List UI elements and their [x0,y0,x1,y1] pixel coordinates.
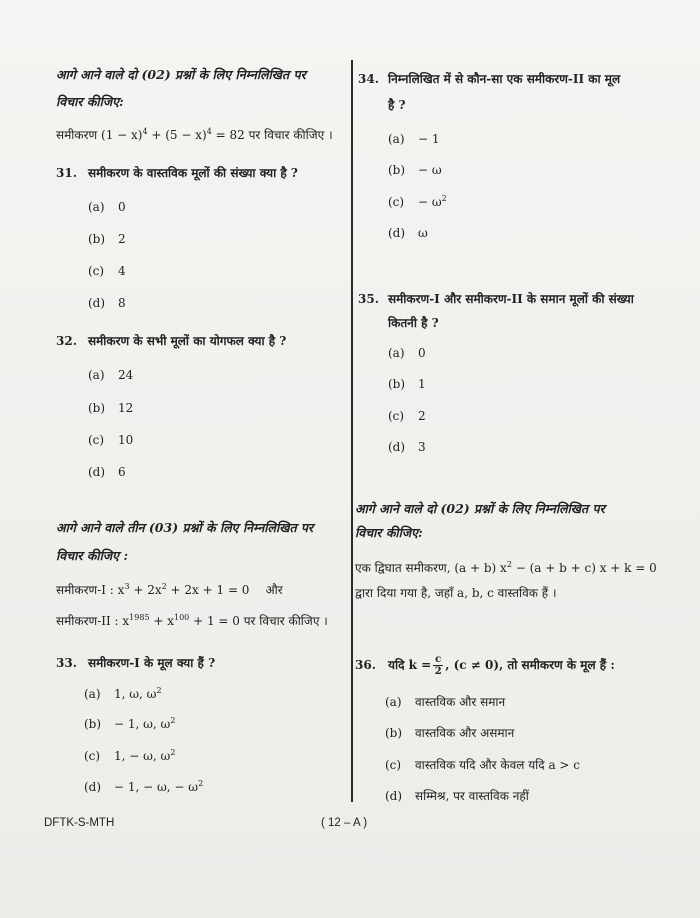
instruction-2-line1: आगे आने वाले तीन (03) प्रश्नों के लिए निम्नलिखित पर [56,520,314,535]
option-value: 6 [118,465,126,479]
option-value: ω [418,226,428,240]
q36-option-a[interactable] [385,693,505,710]
q33-option-a[interactable] [84,687,162,701]
question-text-suffix: , (c ≠ 0), तो समीकरण के मूल हैं : [445,658,615,672]
instruction-2-line2: विचार कीजिए : [56,548,129,563]
equation-II-exp1: 1985 [129,613,150,622]
option-value: 1, ω, ω [114,687,157,701]
equation-I-prefix: समीकरण-I : x [56,583,125,597]
option-label: (b) [388,163,406,177]
equation-II-prefix: समीकरण-II : x [56,614,130,628]
option-label: (c) [88,264,105,278]
option-value: − ω [418,163,442,177]
question-34 [358,70,620,87]
equation-I-suffix: + 2x + 1 = 0 [166,583,250,597]
q35-option-d[interactable] [388,440,426,454]
option-label: (d) [88,465,106,479]
option-label: (d) [388,440,406,454]
option-value: 1 [418,377,426,391]
q31-option-d[interactable] [88,296,126,310]
option-label: (d) [84,780,102,794]
option-value: 2 [118,232,126,246]
q31-option-c[interactable] [88,264,126,278]
option-value: 0 [118,200,126,214]
q32-option-c[interactable] [88,433,133,447]
question-text-line1: निम्नलिखित में से कौन-सा एक समीकरण-II का मूल [388,72,621,86]
option-value: वास्तविक और समान [415,695,506,709]
instruction-3-line2: विचार कीजिए: [355,525,423,540]
instruction-1-line2: विचार कीजिए: [56,94,124,109]
q31-option-a[interactable] [88,200,126,214]
option-exponent: 2 [170,748,176,757]
question-number: 34. [358,72,379,86]
question-number: 32. [56,334,77,348]
q34-option-d[interactable] [388,226,428,240]
equation-II-suffix: + 1 = 0 पर विचार कीजिए । [189,614,328,628]
question-33 [56,654,215,671]
question-text: समीकरण के सभी मूलों का योगफल क्या है ? [88,334,287,348]
equation-I-exp1: 3 [124,582,130,591]
option-exponent: 2 [441,194,447,203]
option-value: 2 [418,409,426,423]
option-label: (c) [388,409,405,423]
option-label: (b) [88,401,106,415]
paper-code: DFTK-S-MTH [44,817,115,829]
question-36 [355,654,615,677]
q34-option-c[interactable] [388,195,447,209]
option-label: (b) [388,377,406,391]
question-text-line1: समीकरण-I और समीकरण-II के समान मूलों की संख्या [388,292,634,306]
question-number: 35. [358,292,379,306]
option-label: (d) [88,296,106,310]
option-value: वास्तविक यदि और केवल यदि a > c [415,758,581,772]
q33-option-b[interactable] [84,717,175,731]
option-label: (a) [88,200,105,214]
question-32 [56,332,286,349]
quadratic-prefix: एक द्विघात समीकरण, (a + b) x [355,561,507,575]
option-label: (a) [388,132,405,146]
option-label: (d) [388,226,406,240]
option-label: (a) [388,346,405,360]
page-number: ( 12 – A ) [321,817,368,829]
option-label: (d) [385,789,403,803]
option-label: (c) [88,433,105,447]
q32-option-d[interactable] [88,465,126,479]
option-exponent: 2 [170,716,176,725]
option-value: 1, − ω, ω [114,749,171,763]
quadratic-condition: द्वारा दिया गया है, जहाँ a, b, c वास्तविक हैं । [355,586,557,600]
option-value: − 1, ω, ω [114,717,171,731]
q33-option-c[interactable] [84,749,175,763]
quadratic-exponent: 2 [506,560,512,569]
option-value: 24 [118,368,134,382]
equation-1-exp2: 4 [206,127,212,136]
q32-option-b[interactable] [88,401,133,415]
option-value: 12 [118,401,134,415]
option-value: 0 [418,346,426,360]
q33-option-d[interactable] [84,780,203,794]
q31-option-b[interactable] [88,232,126,246]
q34-option-a[interactable] [388,132,440,146]
option-value: − 1 [418,132,440,146]
q36-option-b[interactable] [385,724,514,741]
equation-II-exp2: 100 [173,613,190,622]
equation-I-exp2: 2 [161,582,167,591]
fraction-numerator: c [435,654,442,665]
question-35-line2: कितनी है ? [388,316,439,330]
quadratic-equation [355,559,657,576]
question-text: समीकरण के वास्तविक मूलों की संख्या क्या है ? [88,166,298,180]
q32-option-a[interactable] [88,368,133,382]
quadratic-suffix: − (a + b + c) x + k = 0 [511,561,657,575]
instruction-1-line1: आगे आने वाले दो (02) प्रश्नों के लिए निम्नलिखित पर [56,67,306,82]
option-value: 10 [118,433,134,447]
equation-I-conjunction: और [265,583,283,597]
question-text-prefix: यदि k = [388,658,432,672]
option-value: 3 [418,440,426,454]
option-value: वास्तविक और असमान [415,726,515,740]
option-label: (b) [84,717,102,731]
option-value: 4 [118,264,126,278]
equation-I-mid: + 2x [129,583,162,597]
column-divider [351,60,353,802]
question-34-line2: है ? [388,98,406,112]
option-label: (a) [88,368,105,382]
q36-option-d[interactable] [385,787,529,804]
equation-1 [56,126,333,143]
question-number: 31. [56,166,77,180]
fraction-c-over-2 [433,654,443,677]
equation-1-exp1: 4 [142,127,148,136]
q35-option-c[interactable] [388,409,426,423]
equation-1-prefix: समीकरण (1 − x) [56,128,143,142]
option-value: सम्मिश्र, पर वास्तविक नहीं [415,789,529,803]
option-label: (a) [385,695,402,709]
option-label: (a) [84,687,101,701]
option-exponent: 2 [156,686,162,695]
option-exponent: 2 [198,779,204,788]
equation-I [56,581,283,598]
question-number: 36. [355,658,376,672]
question-number: 33. [56,656,77,670]
option-value: − ω [418,195,442,209]
question-text: समीकरण-I के मूल क्या हैं ? [88,656,216,670]
option-label: (c) [84,749,101,763]
question-31 [56,164,298,181]
option-label: (c) [385,758,402,772]
equation-II-mid: + x [149,614,174,628]
equation-1-middle: + (5 − x) [147,128,207,142]
q36-option-c[interactable] [385,756,580,773]
instruction-3-line1: आगे आने वाले दो (02) प्रश्नों के लिए निम्नलिखित पर [355,501,605,516]
equation-II [56,612,328,629]
q34-option-b[interactable] [388,163,442,177]
equation-1-suffix: = 82 पर विचार कीजिए । [211,128,333,142]
option-label: (c) [388,195,405,209]
option-value: 8 [118,296,126,310]
option-label: (b) [88,232,106,246]
option-value: − 1, − ω, − ω [114,780,199,794]
fraction-denominator: 2 [434,666,442,677]
q35-option-a[interactable] [388,346,426,360]
question-35 [358,290,634,307]
q35-option-b[interactable] [388,377,426,391]
option-label: (b) [385,726,403,740]
